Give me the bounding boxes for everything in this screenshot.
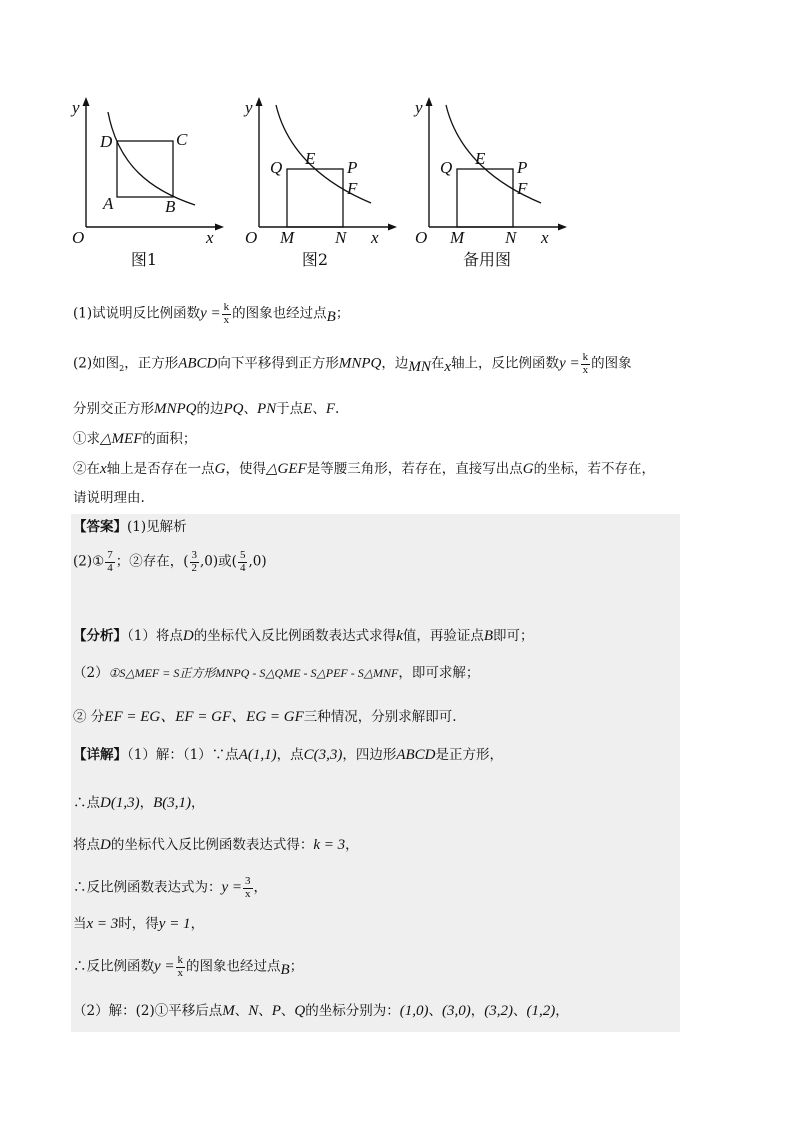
label-q: Q	[270, 158, 283, 177]
detail-line-5	[73, 917, 204, 932]
math-y: y =	[154, 958, 175, 975]
answer-line-2	[73, 550, 267, 574]
text: 的图象也经过点	[232, 305, 327, 322]
y-axis-arrow-icon	[83, 97, 90, 106]
label-p: P	[517, 158, 528, 177]
text: 轴上，反比例函数	[451, 355, 560, 372]
text: 向下平移得到正方形	[217, 355, 339, 372]
text: .	[335, 401, 340, 417]
denominator: 4	[107, 561, 113, 574]
detail-line-2	[73, 796, 204, 811]
text: ，	[470, 1003, 485, 1019]
text: 的坐标代入反比例函数表达式求得	[193, 628, 397, 644]
math-point-d: D(1,3)	[100, 795, 140, 811]
math-b: B	[280, 962, 290, 979]
detail-line-4	[73, 876, 267, 900]
numerator: 5	[239, 549, 246, 561]
text: ，边	[381, 355, 409, 372]
numerator: k	[582, 351, 589, 363]
square-abcd	[117, 141, 173, 197]
text: ；	[289, 958, 304, 975]
y-axis-arrow-icon	[256, 97, 263, 106]
figure-ref: 2	[119, 364, 125, 374]
numerator: k	[177, 954, 184, 966]
text: ，	[345, 837, 359, 853]
answer-tag: 【答案】	[73, 519, 127, 535]
label-m: M	[450, 228, 465, 247]
math-mnpq: MNPQ	[154, 401, 197, 417]
text: （2）	[73, 665, 109, 681]
label-y: y	[72, 98, 80, 117]
fraction-k-over-x	[176, 955, 186, 979]
math-triangle-mef: △MEF	[100, 431, 143, 447]
text: 的坐标分别为：	[305, 1003, 400, 1019]
label-c: C	[176, 130, 188, 149]
fraction	[190, 550, 200, 574]
math-x: x	[100, 461, 107, 477]
text: ，正方形	[124, 355, 179, 372]
text: ,0)	[248, 553, 267, 570]
question-sub-1	[73, 432, 196, 447]
text: (1)见解析	[127, 519, 187, 535]
numerator: 3	[245, 875, 251, 887]
label-b: B	[165, 197, 176, 216]
text: 在	[430, 355, 445, 372]
text: （2）解：	[73, 1003, 136, 1019]
question-part-2-line-2	[73, 402, 339, 417]
text: ∴反比例函数表达式为：	[73, 879, 222, 896]
math-cases: EF = EG、EF = GF、EG = GF	[104, 709, 304, 725]
text: 、	[428, 1003, 442, 1019]
label-m: M	[280, 228, 295, 247]
analysis-tag: 【分析】	[73, 628, 127, 644]
label-f: F	[517, 179, 528, 198]
label-d: D	[100, 132, 113, 151]
fraction	[105, 550, 115, 574]
figure-2-caption: 图2	[301, 250, 329, 269]
label-n: N	[335, 228, 347, 247]
text: 的坐标代入反比例函数表达式得：	[110, 837, 314, 853]
text: ；	[335, 305, 350, 322]
label-x: x	[371, 228, 379, 247]
text: ，	[139, 795, 154, 811]
math-g: G	[522, 461, 534, 477]
figure-1-caption: 图1	[130, 250, 158, 269]
math-g: G	[214, 461, 226, 477]
text: ，四边形	[342, 747, 397, 763]
label-x: x	[541, 228, 549, 247]
text: 请说明理由.	[73, 490, 145, 506]
math-y: y =	[559, 355, 580, 372]
text: 平移后点	[168, 1003, 223, 1019]
math-coord: (3,0)	[442, 1003, 471, 1019]
figure-2-graph	[243, 95, 403, 245]
x-axis-arrow-icon	[558, 224, 567, 231]
detail-tag: 【详解】	[73, 747, 127, 763]
hyperbola-curve	[108, 112, 195, 205]
text: 的边	[196, 401, 224, 417]
math-q: Q	[294, 1003, 306, 1019]
math-x: x	[444, 359, 452, 376]
figure-2	[243, 95, 403, 245]
label-e: E	[305, 149, 316, 168]
label-y: y	[245, 98, 253, 117]
text: 、	[258, 1003, 272, 1019]
question-part-2	[73, 352, 632, 376]
label-o: O	[245, 228, 258, 247]
figure-1-graph	[70, 95, 230, 245]
math-pn: PN	[257, 401, 277, 417]
figure-3-graph	[413, 95, 573, 245]
text: 的面积；	[142, 431, 197, 447]
denominator: 4	[239, 561, 246, 574]
text: ①求	[73, 431, 100, 447]
math-point-c: C(3,3)	[303, 747, 343, 763]
label-x: x	[206, 228, 214, 247]
answer-line-1	[73, 521, 187, 535]
text: 、	[280, 1003, 295, 1019]
denominator: 2	[191, 561, 198, 574]
math-e: E	[303, 401, 313, 417]
text: 当	[73, 916, 87, 932]
label-q: Q	[440, 158, 453, 177]
math-b: B	[326, 309, 336, 326]
text: 的图象也经过点	[186, 958, 281, 975]
math-k-value: k = 3	[313, 837, 346, 853]
text: 即可；	[493, 628, 534, 644]
denominator: x	[245, 887, 251, 900]
fraction	[238, 550, 248, 574]
math-point-b: B(3,1)	[153, 795, 191, 811]
text: ，	[190, 916, 205, 932]
text: 是正方形，	[435, 747, 504, 763]
text: ，使得	[225, 461, 267, 477]
math-y: y =	[221, 879, 243, 896]
text: 于点	[276, 401, 304, 417]
label-a: A	[103, 194, 114, 213]
math-mn: MN	[408, 359, 431, 376]
math-y-value: y = 1	[158, 916, 191, 932]
text: 轴上是否存在一点	[106, 461, 215, 477]
x-axis-arrow-icon	[215, 224, 224, 231]
math-mnpq: MNPQ	[338, 355, 382, 372]
math-p: P	[271, 1003, 281, 1019]
label-o: O	[415, 228, 428, 247]
math-coord: (3,2)	[484, 1003, 513, 1019]
text: ，	[190, 795, 205, 811]
math-b: B	[483, 628, 494, 644]
denominator: x	[223, 313, 230, 326]
text: ，	[253, 879, 268, 896]
math-abcd: ABCD	[178, 355, 218, 372]
analysis-line-3	[73, 710, 457, 725]
detail-line-1	[73, 748, 503, 763]
text: ，点	[276, 747, 304, 763]
question-sub-2	[73, 462, 655, 477]
text: 值，再验证点	[402, 628, 484, 644]
detail-line-6	[73, 955, 303, 979]
numerator: 3	[191, 549, 198, 561]
text: 的坐标，若不存在，	[533, 461, 656, 477]
text: ②在	[73, 461, 100, 477]
y-axis-arrow-icon	[426, 97, 433, 106]
text: 、	[513, 1003, 527, 1019]
text: （1）解：（1）∵点	[127, 747, 239, 763]
text: 时，得	[118, 916, 159, 932]
label-e: E	[475, 149, 486, 168]
label-n: N	[505, 228, 517, 247]
label-p: P	[347, 158, 358, 177]
square-mnpq	[287, 169, 343, 227]
text: ；②存在，(	[115, 553, 189, 570]
text: ，即可求解；	[398, 665, 480, 681]
numerator: 7	[107, 549, 113, 561]
text: (2)如图	[73, 355, 120, 372]
math-abcd: ABCD	[396, 747, 436, 763]
question-part-1	[73, 302, 349, 326]
analysis-line-1	[73, 629, 534, 644]
text: 是等腰三角形，若存在，直接写出点	[306, 461, 523, 477]
text: ,0)或(	[200, 553, 237, 570]
fraction-k-over-x	[581, 352, 591, 376]
math-n: N	[248, 1003, 259, 1019]
numerator: k	[223, 301, 230, 313]
figure-1	[70, 95, 230, 245]
denominator: x	[582, 363, 589, 376]
detail-line-7	[73, 1004, 569, 1019]
math-triangle-gef: △GEF	[266, 461, 307, 477]
text: 分别交正方形	[73, 401, 154, 417]
text: (2)①	[135, 1003, 169, 1019]
text: 的图象	[591, 355, 632, 372]
math-point-a: A(1,1)	[238, 747, 277, 763]
text: ，	[555, 1003, 569, 1019]
analysis-line-2	[73, 667, 479, 681]
figure-3	[413, 95, 573, 245]
math-m: M	[222, 1003, 235, 1019]
text: ② 分	[73, 709, 105, 725]
denominator: x	[177, 966, 184, 979]
math-x-value: x = 3	[86, 916, 119, 932]
text: (2)①	[73, 553, 105, 570]
text: 、	[312, 401, 326, 417]
text: (1)试说明反比例函数	[73, 305, 201, 322]
math-area-formula: ①S△MEF = S正方形MNPQ - S△QME - S△PEF - S△MNF	[108, 666, 399, 680]
math-d: D	[182, 628, 194, 644]
math-k: k	[396, 628, 403, 644]
detail-line-3	[73, 838, 359, 853]
text: 三种情况，分别求解即可.	[303, 709, 457, 725]
text: ∴点	[73, 795, 100, 811]
math-f: F	[325, 401, 336, 417]
text: 将点	[73, 837, 100, 853]
math-d: D	[100, 837, 111, 853]
math-coord: (1,0)	[399, 1003, 429, 1019]
square-mnpq	[457, 169, 513, 227]
figure-3-caption: 备用图	[462, 250, 511, 269]
fraction-k-over-x	[222, 302, 232, 326]
text: （1）将点	[127, 628, 183, 644]
question-sub-2-line-2	[73, 492, 145, 506]
label-y: y	[415, 98, 423, 117]
text: 、	[243, 401, 257, 417]
fraction-3-over-x	[243, 876, 253, 900]
x-axis-arrow-icon	[388, 224, 397, 231]
label-o: O	[72, 228, 85, 247]
text: 、	[234, 1003, 249, 1019]
label-f: F	[347, 179, 358, 198]
math-pq: PQ	[223, 401, 244, 417]
math-y: y =	[200, 305, 221, 322]
text: ∴反比例函数	[73, 958, 154, 975]
math-coord: (1,2)	[526, 1003, 556, 1019]
